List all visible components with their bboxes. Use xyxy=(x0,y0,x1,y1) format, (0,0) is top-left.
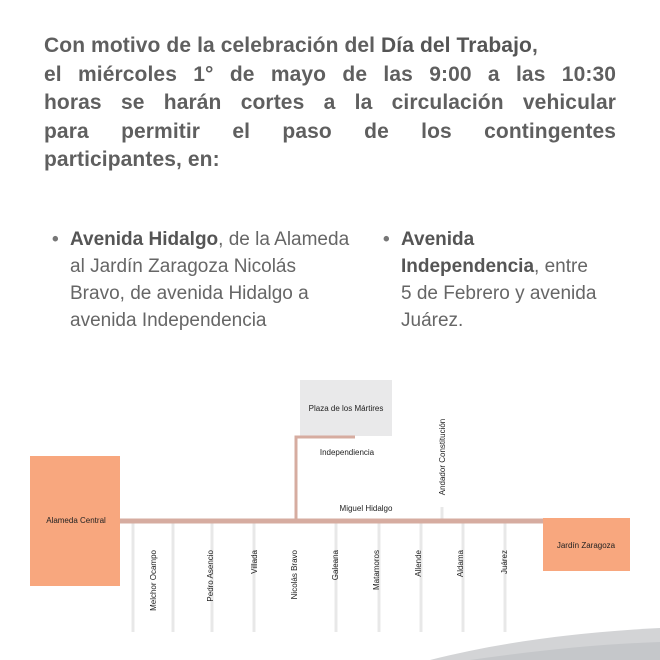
alameda-label: Alameda Central xyxy=(46,516,106,525)
cross-street-lines xyxy=(133,523,505,632)
cross-street-label: Villada xyxy=(250,550,259,574)
bullet-avenida-independencia xyxy=(383,226,603,334)
intro-paragraph xyxy=(44,32,616,175)
bullet-avenida-hidalgo xyxy=(52,226,352,334)
independencia-label: Independiencia xyxy=(319,448,375,457)
cross-street-label: Galeana xyxy=(331,550,340,581)
intro-line-5: participantes, en: xyxy=(44,148,220,171)
bullet-title: Avenida Independencia xyxy=(401,229,535,277)
bullet-title: Avenida Hidalgo xyxy=(70,229,219,250)
bullet-dot-icon: • xyxy=(383,229,390,250)
highlight-dia-del-trabajo: Día del Trabajo xyxy=(381,34,532,57)
cross-street-label: Pedro Asencio xyxy=(206,550,215,602)
intro-line-1: Con motivo de la celebración del Día del Trabajo, xyxy=(44,34,538,57)
jardin-label: Jardín Zaragoza xyxy=(556,541,616,550)
intro-line-4: para permitir el paso de los contingentes xyxy=(44,119,616,143)
plaza-label: Plaza de los Mártires xyxy=(308,404,384,413)
intro-line-3: horas se harán cortes a la circulación vehicular xyxy=(44,91,616,114)
cross-street-labels xyxy=(149,549,509,610)
bullet-dot-icon: • xyxy=(52,229,59,250)
cross-street-label: Nicolás Bravo xyxy=(290,550,299,600)
street-map xyxy=(0,370,660,660)
hidalgo-label: Miguel Hidalgo xyxy=(339,504,393,513)
cross-street-label: Melchor Ocampo xyxy=(149,550,158,611)
cross-street-label: Matamoros xyxy=(372,550,381,591)
intro-line-2: el miércoles 1° de mayo de las 9:00 a las 10:30 xyxy=(44,62,616,86)
andador-constitucion-label: Andador Constitución xyxy=(438,418,447,496)
bullet-text: , de la Alameda al Jardín Zaragoza Nicolás Bravo, de avenida Hidalgo a avenida Independencia xyxy=(70,229,350,331)
cross-street-label: Aldama xyxy=(456,550,465,578)
bullet-text: , entre 5 de Febrero y avenida Juárez. xyxy=(401,256,597,331)
cross-street-label: Allende xyxy=(414,550,423,577)
cross-street-label: Juárez xyxy=(500,550,509,575)
